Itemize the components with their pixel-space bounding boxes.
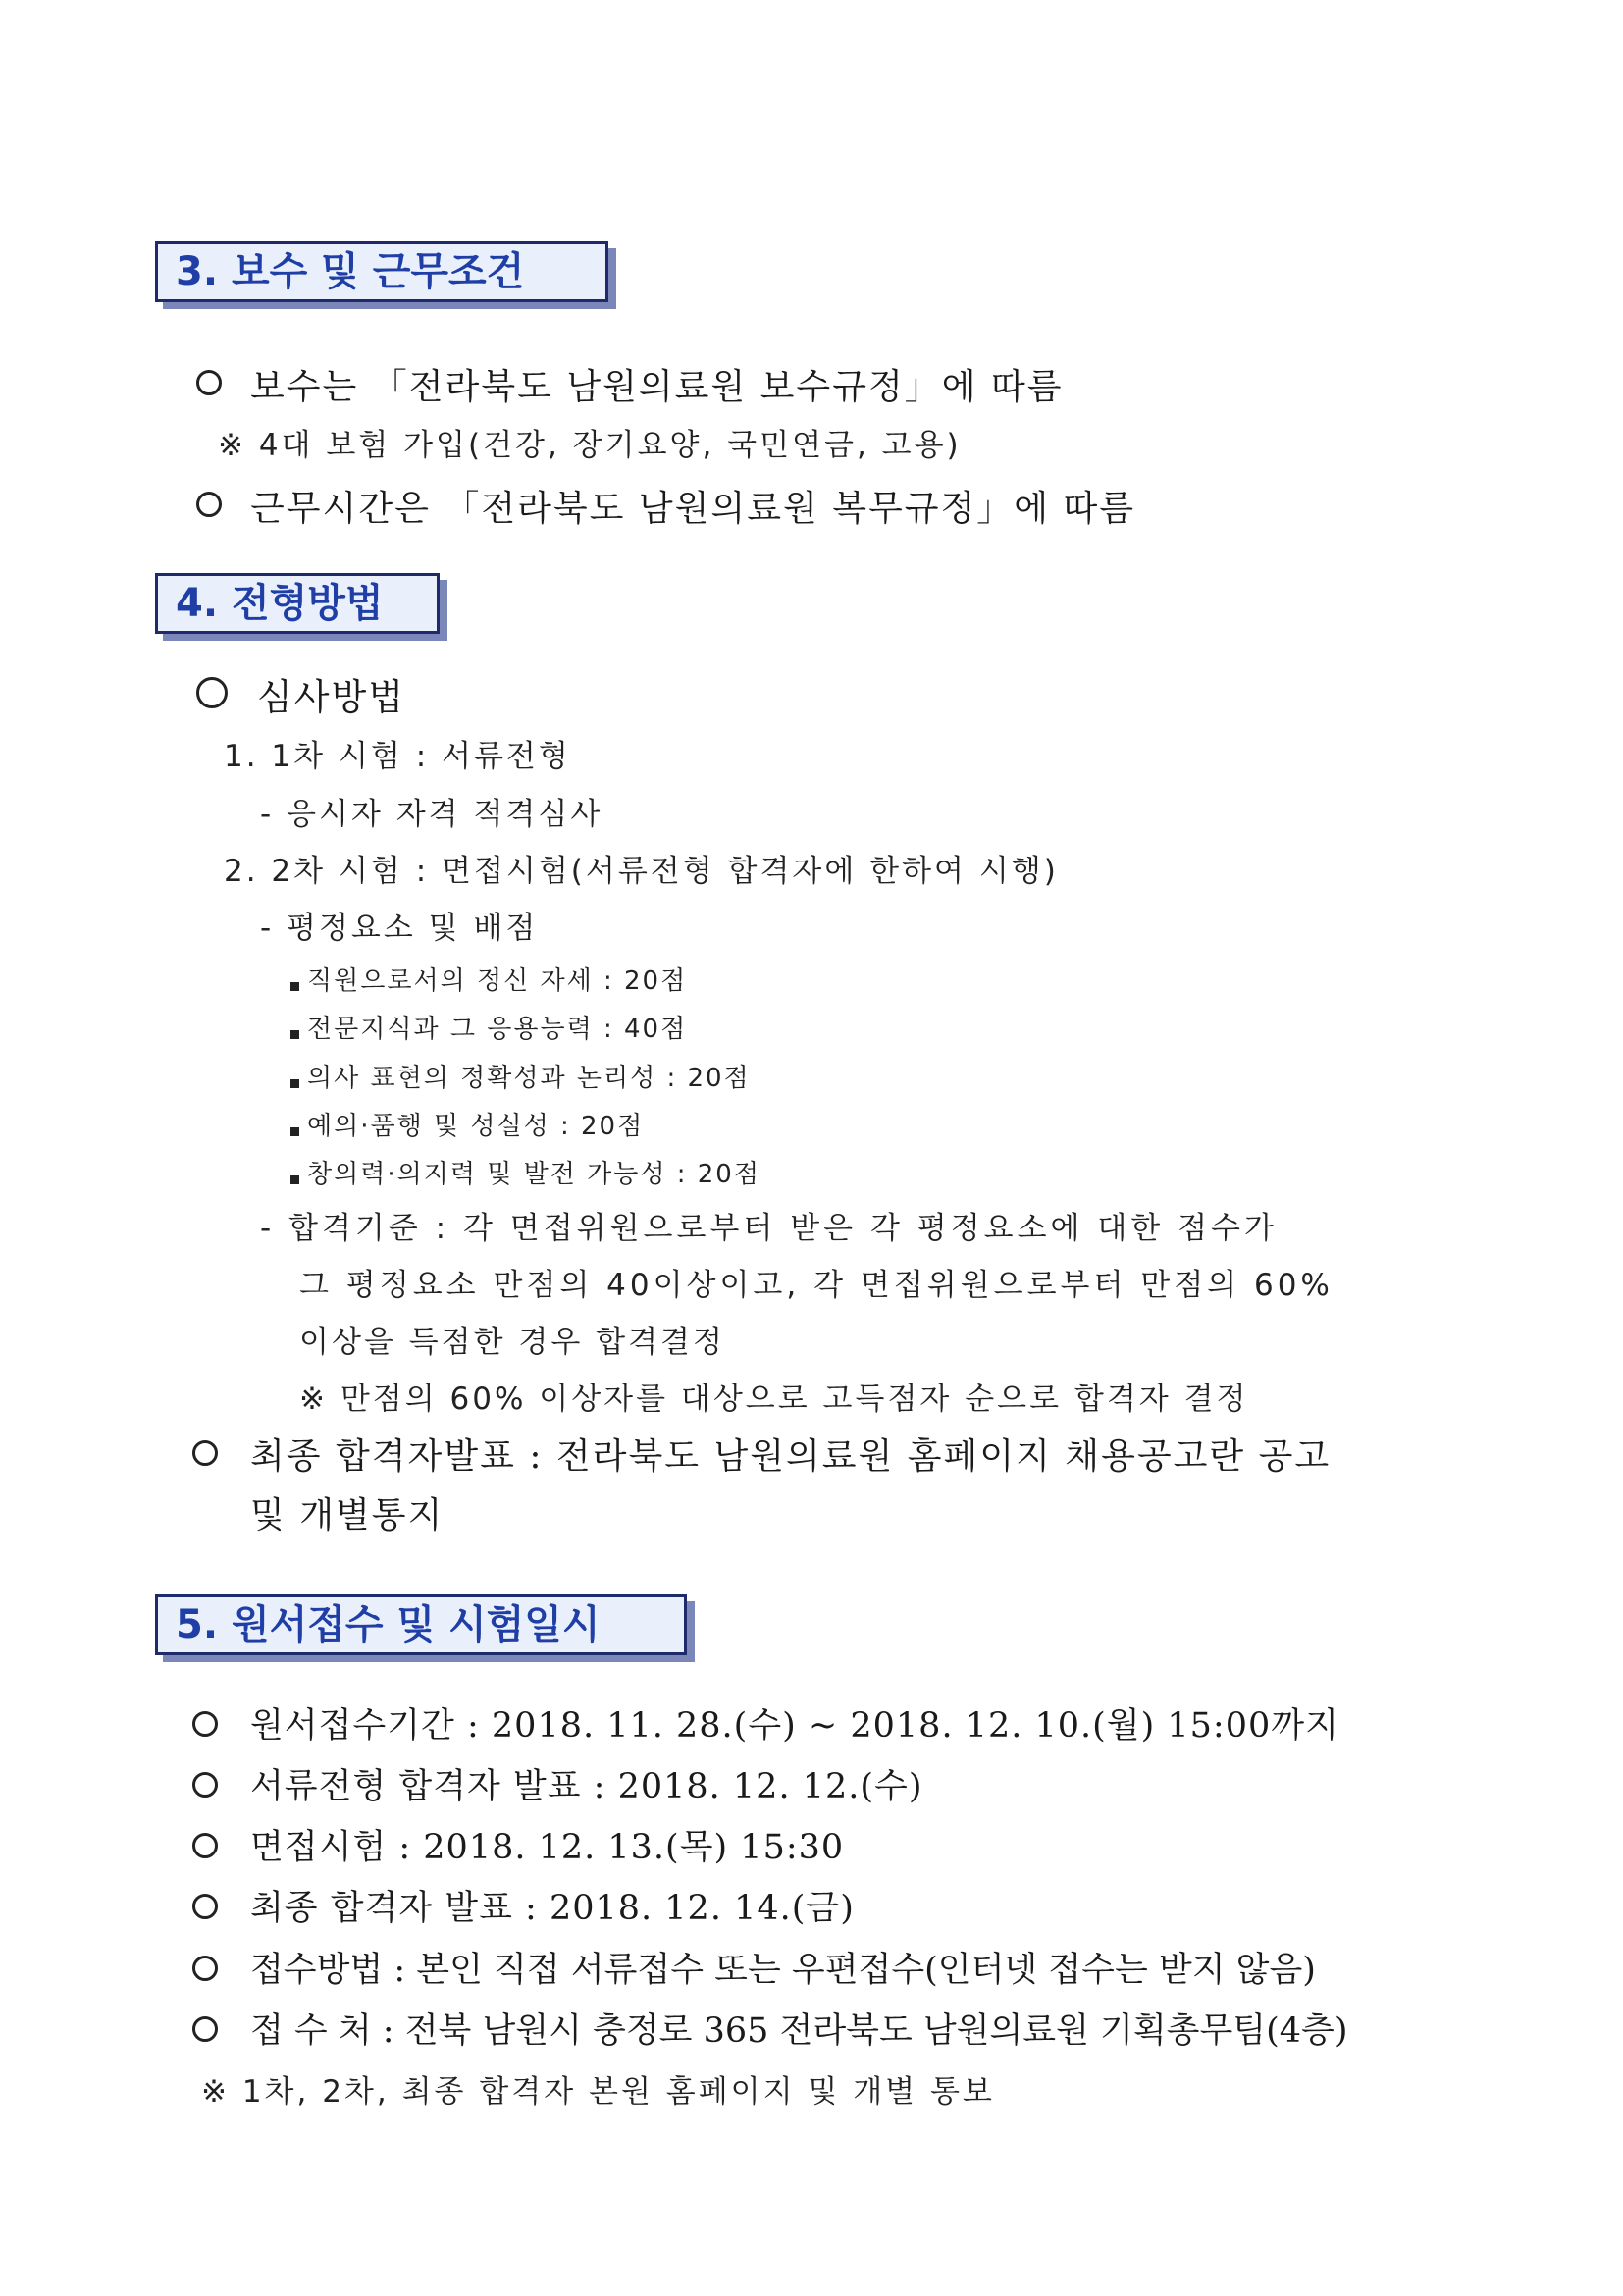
bullet-square-icon [290,1030,299,1039]
bullet-circle-icon [196,492,222,517]
review-method-heading: 심사방법 [257,676,405,718]
criteria-item: 의사 표현의 정확성과 논리성 : 20점 [307,1064,751,1093]
criteria-item: 창의력·의지력 및 발전 가능성 : 20점 [307,1160,760,1189]
bullet-square-icon [290,1127,299,1136]
criteria-heading: - 평정요소 및 배점 [260,911,539,946]
final-result-date: 최종 합격자 발표 : 2018. 12. 14.(금) [250,1889,855,1928]
bullet-circle-icon [192,2016,218,2042]
bullet-square-icon [290,1079,299,1088]
bullet-square-icon [290,1175,299,1184]
second-exam: 2. 2차 시험 : 면접시험(서류전형 합격자에 한하여 시행) [224,854,1059,889]
first-exam: 1. 1차 시험 : 서류전형 [224,739,571,774]
criteria-item: 전문지식과 그 응용능력 : 40점 [307,1015,688,1044]
pass-criteria-line3: 이상을 득점한 경우 합격결정 [299,1325,725,1360]
section-5-title: 5. 원서접수 및 시험일시 [155,1594,687,1655]
section-3-title: 3. 보수 및 근무조건 [155,241,608,302]
bullet-circle-icon [192,1440,218,1466]
application-location: 접 수 처 : 전북 남원시 충정로 365 전라북도 남원의료원 기획총무팀(4층) [250,2011,1348,2051]
salary-rule: 보수는 「전라북도 남원의료원 보수규정」에 따름 [250,367,1064,407]
bullet-circle-icon [192,1772,218,1798]
document-result-date: 서류전형 합격자 발표 : 2018. 12. 12.(수) [250,1767,923,1806]
bullet-square-icon [290,982,299,991]
final-announcement-line2: 및 개별통지 [250,1495,445,1536]
bullet-circle-icon [192,1711,218,1737]
application-method: 접수방법 : 본인 직접 서류접수 또는 우편접수(인터넷 접수는 받지 않음) [250,1951,1316,1990]
insurance-note: ※ 4대 보험 가입(건강, 장기요양, 국민연금, 고용) [218,428,962,463]
interview-date: 면접시험 : 2018. 12. 13.(목) 15:30 [250,1828,845,1867]
bullet-circle-icon [196,677,228,708]
notification-note: ※ 1차, 2차, 최종 합격자 본원 홈페이지 및 개별 통보 [201,2074,995,2110]
pass-criteria-line2: 그 평정요소 만점의 40이상이고, 각 면접위원으로부터 만점의 60% [299,1268,1334,1303]
final-announcement-line1: 최종 합격자발표 : 전라북도 남원의료원 홈페이지 채용공고란 공고 [250,1436,1332,1477]
application-period: 원서접수기간 : 2018. 11. 28.(수) ~ 2018. 12. 10.(월) 15:00까지 [250,1706,1339,1746]
first-exam-detail: - 응시자 자격 적격심사 [260,797,603,832]
working-hours-rule: 근무시간은 「전라북도 남원의료원 복무규정」에 따름 [250,489,1136,529]
bullet-circle-icon [192,1894,218,1919]
criteria-item: 직원으로서의 정신 자세 : 20점 [307,966,688,996]
bullet-circle-icon [192,1956,218,1981]
bullet-circle-icon [192,1833,218,1858]
criteria-item: 예의·품행 및 성실성 : 20점 [307,1112,645,1141]
bullet-circle-icon [196,370,222,395]
section-4-title: 4. 전형방법 [155,573,440,634]
pass-criteria-note: ※ 만점의 60% 이상자를 대상으로 고득점자 순으로 합격자 결정 [299,1382,1249,1417]
pass-criteria-line1: - 합격기준 : 각 면접위원으로부터 받은 각 평정요소에 대한 점수가 [260,1211,1278,1246]
